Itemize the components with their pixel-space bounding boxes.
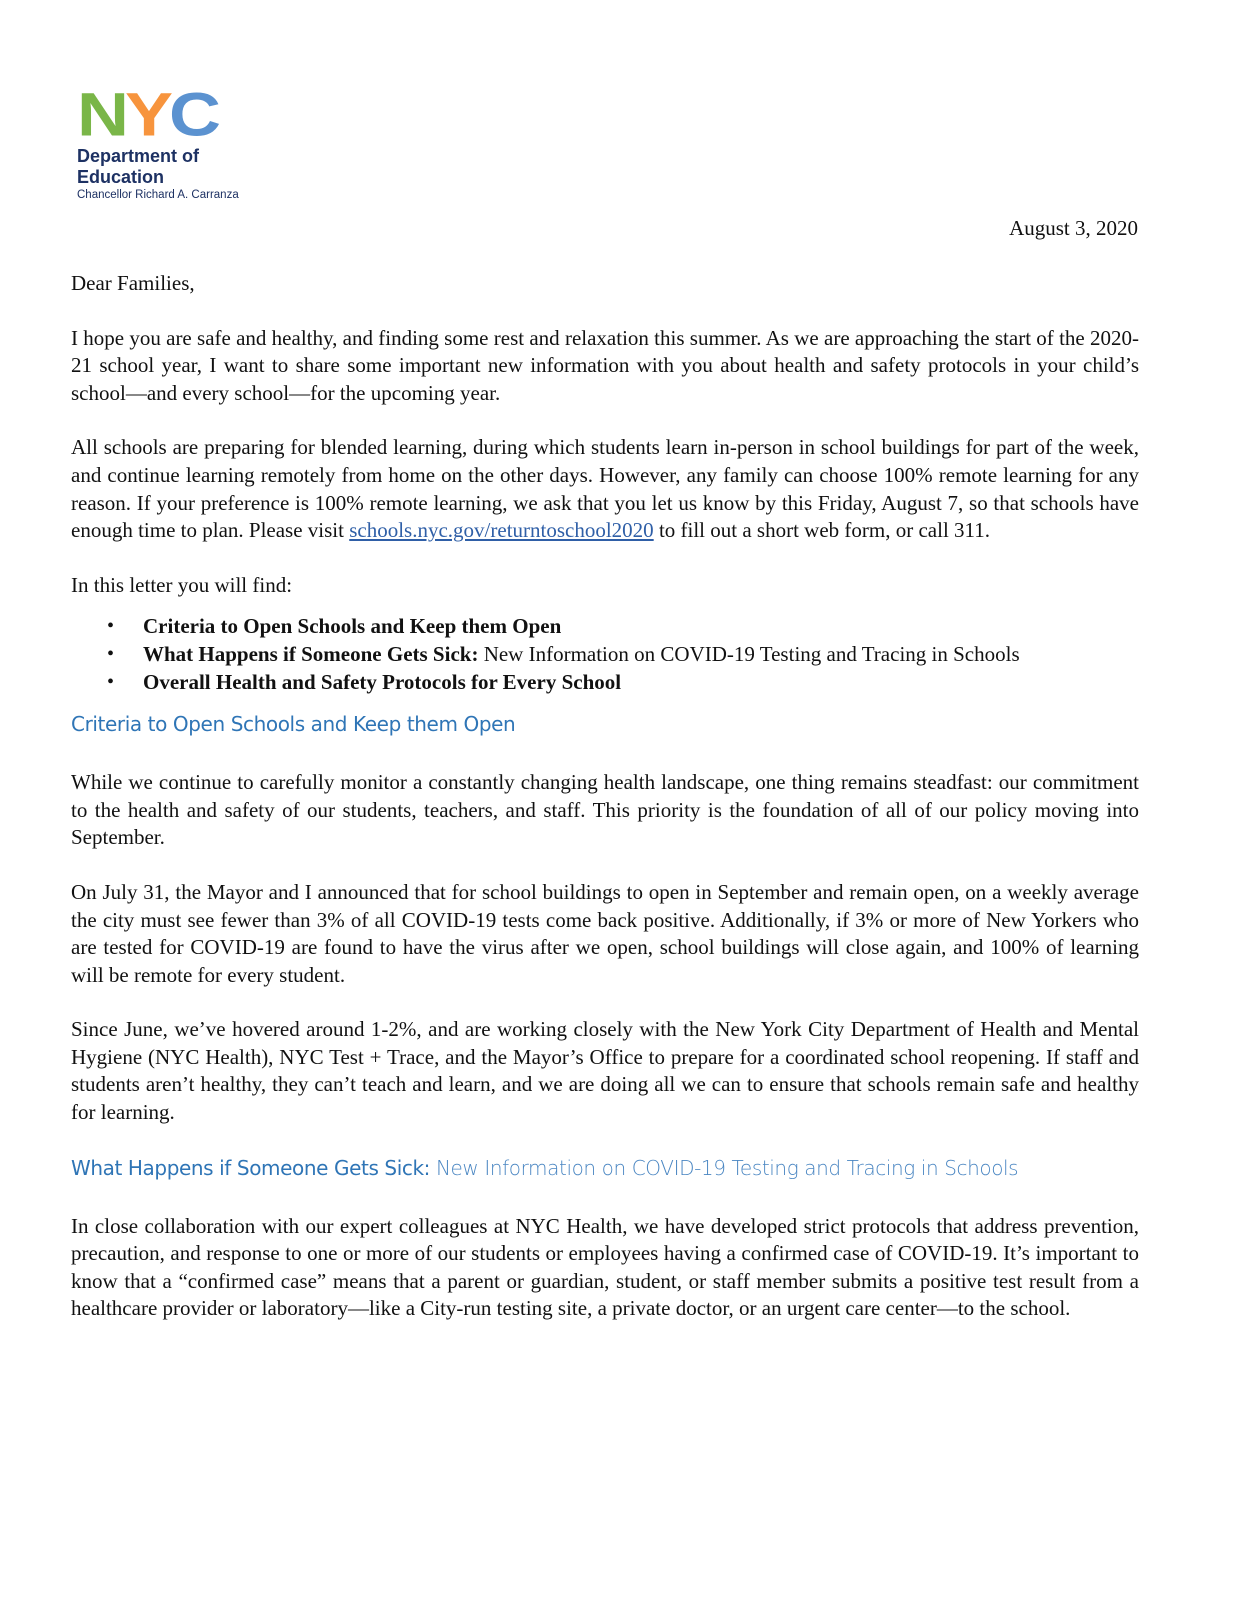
toc-intro: In this letter you will find: (71, 572, 293, 597)
section-heading-testing: What Happens if Someone Gets Sick: New Information on COVID-19 Testing and Tracing in Schools (71, 1155, 1019, 1180)
toc-item: • Criteria to Open Schools and Keep them Open (143, 613, 1139, 641)
letter-date: August 3, 2020 (1009, 216, 1138, 240)
toc-item: • What Happens if Someone Gets Sick: New Information on COVID-19 Testing and Tracing in Schools (143, 641, 1139, 669)
criteria-paragraph: Since June, we’ve hovered around 1-2%, and are working closely with the New York City Department of Health and Mental Hygiene (NYC Health), NYC Test + Trace, and the Mayor’s Office to prepare for a coordinated school reopening. If staff and students aren’t healthy, they can’t teach and learn, and we are doing all we can to ensure that schools remain safe and healthy for learning. (71, 1017, 1139, 1125)
chancellor-name: Chancellor Richard A. Carranza (77, 189, 239, 201)
letter-body (71, 270, 1139, 1350)
department-name: Department of Education (77, 146, 200, 187)
nyc-doe-logo (77, 81, 277, 201)
intro-paragraph: I hope you are safe and healthy, and finding some rest and relaxation this summer. As we are approaching the start of the 2020-21 school year, I want to share some important new information with you about health and safety protocols in your child’s school—and every school—for the upcoming year. (71, 325, 1139, 405)
nyc-logo-mark (77, 81, 277, 150)
logo-letter-y: Y (125, 81, 170, 150)
toc-list (71, 613, 1139, 696)
logo-letter-n: N (77, 81, 125, 150)
blended-learning-paragraph: All schools are preparing for blended learning, during which students learn in-person in school buildings for part of the week, and continue learning remotely from home on the other days. However, any family can choose 100% remote learning for any reason. If your preference is 100% remote learning, we ask that you let us know by this Friday, August 7, so that schools have enough time to plan. Please visit schools.nyc.gov/returntoschool2020 to fill out a short web form, or call 311. (71, 435, 1139, 543)
toc-item: • Overall Health and Safety Protocols for Every School (143, 669, 1139, 697)
return-to-school-link[interactable]: schools.nyc.gov/returntoschool2020 (349, 518, 654, 543)
logo-letter-c: C (169, 81, 218, 150)
section-heading-criteria: Criteria to Open Schools and Keep them Open (71, 712, 516, 737)
criteria-paragraph: While we continue to carefully monitor a constantly changing health landscape, one thing remains steadfast: our commitment to the health and safety of our students, teachers, and staff. This priority is the foundation of all of our policy moving into September. (71, 770, 1139, 850)
salutation: Dear Families, (71, 271, 195, 295)
criteria-paragraph: On July 31, the Mayor and I announced that for school buildings to open in September and remain open, on a weekly average the city must see fewer than 3% of all COVID-19 tests come back positive. Additionally, if 3% or more of New Yorkers who are tested for COVID-19 are found to have the virus after we open, school buildings will close again, and 100% of learning will be remote for every student. (71, 879, 1139, 987)
testing-paragraph: In close collaboration with our expert colleagues at NYC Health, we have developed strict protocols that address prevention, precaution, and response to one or more of our students or employees having a confirmed case of COVID-19. It’s important to know that a “confirmed case” means that a parent or guardian, student, or staff member submits a positive test result from a healthcare provider or laboratory—like a City-run testing site, a private doctor, or an urgent care center—to the school. (71, 1213, 1139, 1321)
